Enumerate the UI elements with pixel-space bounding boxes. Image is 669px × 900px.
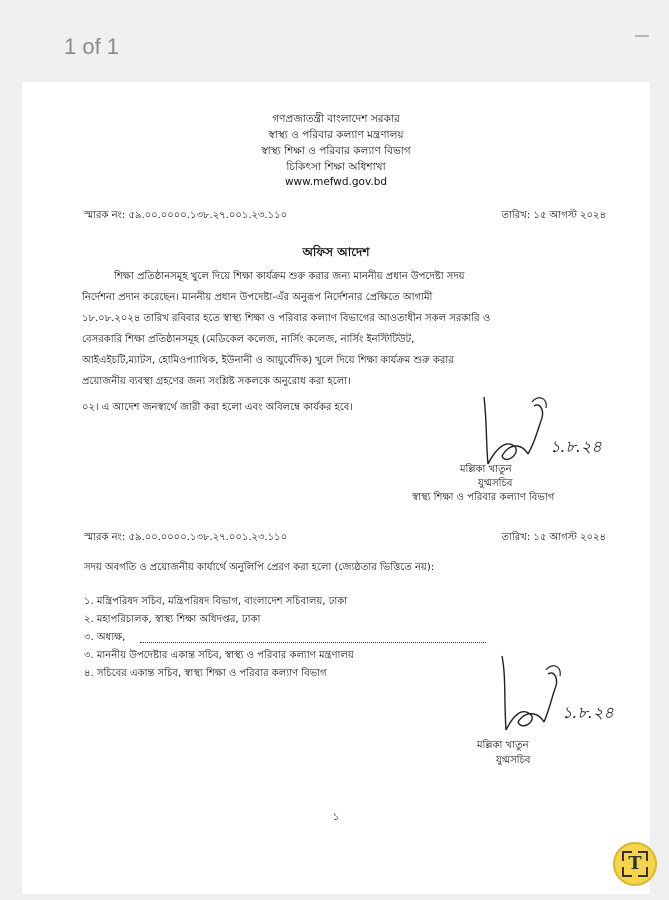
header-government: গণপ্রজাতন্ত্রী বাংলাদেশ সরকার xyxy=(272,113,400,125)
signatory2-name: মল্লিকা খাতুন xyxy=(477,740,529,751)
signatory1-name: মল্লিকা খাতুন xyxy=(460,464,512,475)
document-page xyxy=(22,82,650,894)
recipient-4: ৩. মাননীয় উপদেষ্টার একান্ত সচিব, স্বাস্থ্য ও পরিবার কল্যাণ মন্ত্রণালয় xyxy=(84,650,354,661)
memo1-reference: স্মারক নং: ৫৯.০০.০০০০.১৩৮.২৭.০০১.২৩.১১০ xyxy=(84,210,288,221)
text-scan-icon[interactable]: T xyxy=(613,842,657,886)
signature-1 xyxy=(462,382,622,472)
order-clause-02: ০২। এ আদেশ জনস্বার্থে জারী করা হলো এবং অবিলম্বে কার্যকর হবে। xyxy=(82,402,353,413)
order-line-4: বেসরকারি শিক্ষা প্রতিষ্ঠানসমূহ (মেডিকেল কলেজ, নার্সিং কলেজ, নার্সিং ইনস্টিটিউট, xyxy=(82,334,415,345)
recipient-3-blank xyxy=(140,642,486,643)
page-indicator: 1 of 1 xyxy=(64,34,120,59)
memo2-date: তারিখ: ১৫ আগস্ট ২০২৪ xyxy=(501,532,606,543)
header-website: www.mefwd.gov.bd xyxy=(284,176,388,188)
order-line-5: আইএইচটি,ম্যাটস, হোমিওপ্যাথিক, ইউনানী ও আয়ুর্বেদিক) খুলে দিয়ে শিক্ষা কার্যক্রম শুরু করার xyxy=(82,355,454,366)
memo1-date: তারিখ: ১৫ আগস্ট ২০২৪ xyxy=(501,210,606,221)
signature-1-date: ১.৮.২৪ xyxy=(550,437,602,456)
scroll-indicator[interactable] xyxy=(635,35,649,37)
recipient-1: ১. মন্ত্রিপরিষদ সচিব, মন্ত্রিপরিষদ বিভাগ, বাংলাদেশ সচিবালয়, ঢাকা xyxy=(84,596,348,607)
signatory2-designation: যুগ্মসচিব xyxy=(496,755,531,766)
order-line-3: ১৮.০৮.২০২৪ তারিখ রবিবার হতে স্বাস্থ্য শিক্ষা ও পরিবার কল্যাণ বিভাগের আওতাধীন সকল সরকারি ও xyxy=(82,313,491,324)
signature-2 xyxy=(472,652,632,742)
signatory1-department: স্বাস্থ্য শিক্ষা ও পরিবার কল্যাণ বিভাগ xyxy=(412,492,555,503)
order-line-2: নির্দেশনা প্রদান করেছেন। মাননীয় প্রধান উপদেষ্টা-এঁর অনুরূপ নির্দেশনার প্রেক্ষিতে আগামী xyxy=(82,292,433,303)
recipient-5: ৪. সচিবের একান্ত সচিব, স্বাস্থ্য শিক্ষা ও পরিবার কল্যাণ বিভাগ xyxy=(84,668,327,679)
header-branch: চিকিৎসা শিক্ষা অধিশাখা xyxy=(286,161,386,173)
header-division: স্বাস্থ্য শিক্ষা ও পরিবার কল্যাণ বিভাগ xyxy=(261,145,411,157)
page-number: ১ xyxy=(332,812,340,823)
signatory1-designation: যুগ্মসচিব xyxy=(478,478,513,489)
recipient-3: ৩. অধ্যক্ষ, xyxy=(84,632,126,643)
memo2-intro: সদয় অবগতি ও প্রয়োজনীয় কার্যার্থে অনুলিপি প্রেরণ করা হলো (জ্যেষ্ঠতার ভিত্তিতে নয়): xyxy=(84,562,435,573)
header-ministry: স্বাস্থ্য ও পরিবার কল্যাণ মন্ত্রণালয় xyxy=(268,129,404,141)
memo2-reference: স্মারক নং: ৫৯.০০.০০০০.১৩৮.২৭.০০১.২৩.১১০ xyxy=(84,532,288,543)
recipient-2: ২. মহাপরিচালক, স্বাস্থ্য শিক্ষা অধিদপ্তর, ঢাকা xyxy=(84,614,261,625)
order-line-6: প্রয়োজনীয় ব্যবস্থা গ্রহণের জন্য সংশ্লিষ্ট সকলকে অনুরোধ করা হলো। xyxy=(82,376,351,387)
signature-2-date: ১.৮.২৪ xyxy=(562,703,614,722)
order-title: অফিস আদেশ xyxy=(302,245,370,259)
order-line-1: শিক্ষা প্রতিষ্ঠানসমূহ খুলে দিয়ে শিক্ষা কার্যক্রম শুরু করার জন্য মাননীয় প্রধান উপদেষ্টা সদয় xyxy=(114,271,465,282)
